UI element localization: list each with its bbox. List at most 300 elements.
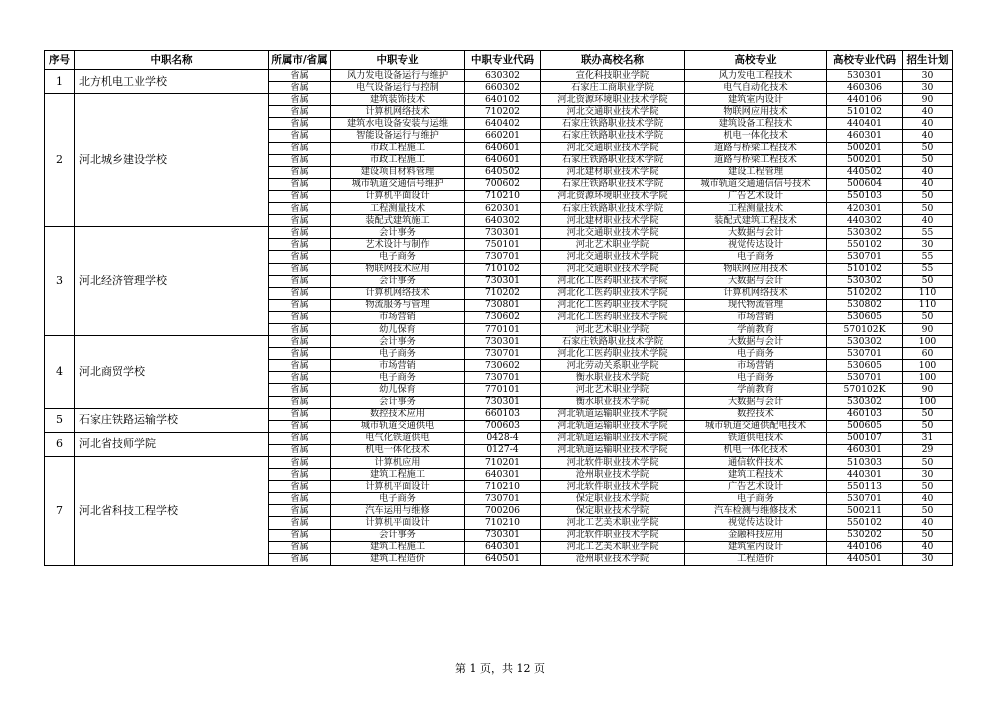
school-name: 石家庄铁路运输学校 bbox=[75, 408, 269, 432]
table-row bbox=[45, 227, 953, 239]
college-major: 电气自动化技术 bbox=[685, 82, 827, 94]
enrollment-plan: 55 bbox=[903, 227, 953, 239]
enrollment-plan: 40 bbox=[903, 517, 953, 529]
column-header: 中职名称 bbox=[75, 51, 269, 70]
affiliation: 省属 bbox=[269, 118, 331, 130]
table-row bbox=[45, 408, 953, 420]
college-major-code: 440502 bbox=[827, 166, 903, 178]
college-name: 河北化工医药职业技术学院 bbox=[541, 299, 685, 311]
college-major: 建筑设备工程技术 bbox=[685, 118, 827, 130]
college-name: 河北资源环境职业技术学院 bbox=[541, 94, 685, 106]
enrollment-plan: 30 bbox=[903, 82, 953, 94]
enrollment-plan: 40 bbox=[903, 178, 953, 190]
college-name: 沧州职业技术学院 bbox=[541, 553, 685, 565]
affiliation: 省属 bbox=[269, 420, 331, 432]
college-name: 石家庄铁路职业技术学院 bbox=[541, 130, 685, 142]
affiliation: 省属 bbox=[269, 70, 331, 82]
college-name: 河北交通职业技术学院 bbox=[541, 251, 685, 263]
college-name: 河北劳动关系职业学院 bbox=[541, 360, 685, 372]
college-major: 数控技术 bbox=[685, 408, 827, 420]
college-major: 道路与桥梁工程技术 bbox=[685, 142, 827, 154]
affiliation: 省属 bbox=[269, 408, 331, 420]
enrollment-plan: 100 bbox=[903, 360, 953, 372]
college-major-code: 500201 bbox=[827, 154, 903, 166]
enrollment-plan: 30 bbox=[903, 553, 953, 565]
college-major: 电子商务 bbox=[685, 372, 827, 384]
college-major: 广告艺术设计 bbox=[685, 190, 827, 202]
college-name: 河北艺术职业学院 bbox=[541, 239, 685, 251]
college-name: 石家庄铁路职业技术学院 bbox=[541, 336, 685, 348]
vocational-major: 汽车运用与维修 bbox=[331, 505, 465, 517]
enrollment-plan: 50 bbox=[903, 203, 953, 215]
college-name: 河北轨道运输职业技术学院 bbox=[541, 408, 685, 420]
vocational-major-code: 730301 bbox=[465, 529, 541, 541]
vocational-major: 电子商务 bbox=[331, 372, 465, 384]
table-row bbox=[45, 70, 953, 82]
enrollment-plan: 40 bbox=[903, 493, 953, 505]
college-major-code: 550102 bbox=[827, 517, 903, 529]
enrollment-plan: 40 bbox=[903, 118, 953, 130]
college-major: 计算机网络技术 bbox=[685, 287, 827, 299]
college-major: 金融科技应用 bbox=[685, 529, 827, 541]
affiliation: 省属 bbox=[269, 130, 331, 142]
college-major-code: 420301 bbox=[827, 203, 903, 215]
enrollment-plan: 110 bbox=[903, 287, 953, 299]
affiliation: 省属 bbox=[269, 541, 331, 553]
school-name: 河北经济管理学校 bbox=[75, 227, 269, 336]
college-major: 工程测量技术 bbox=[685, 203, 827, 215]
affiliation: 省属 bbox=[269, 227, 331, 239]
college-major-code: 500604 bbox=[827, 178, 903, 190]
affiliation: 省属 bbox=[269, 239, 331, 251]
vocational-major-code: 640301 bbox=[465, 469, 541, 481]
vocational-major-code: 640302 bbox=[465, 215, 541, 227]
enrollment-plan: 30 bbox=[903, 239, 953, 251]
school-name: 北方机电工业学校 bbox=[75, 70, 269, 94]
vocational-major-code: 640601 bbox=[465, 154, 541, 166]
vocational-major: 幼儿保育 bbox=[331, 323, 465, 335]
college-major: 学前教育 bbox=[685, 384, 827, 396]
vocational-major: 工程测量技术 bbox=[331, 203, 465, 215]
vocational-major: 艺术设计与制作 bbox=[331, 239, 465, 251]
vocational-major-code: 710202 bbox=[465, 287, 541, 299]
college-major-code: 530701 bbox=[827, 372, 903, 384]
vocational-major: 物联网技术应用 bbox=[331, 263, 465, 275]
enrollment-plan: 29 bbox=[903, 444, 953, 456]
enrollment-plan: 50 bbox=[903, 154, 953, 166]
affiliation: 省属 bbox=[269, 372, 331, 384]
vocational-major: 城市轨道交通供电 bbox=[331, 420, 465, 432]
college-major-code: 530605 bbox=[827, 311, 903, 323]
college-major-code: 500605 bbox=[827, 420, 903, 432]
enrollment-plan: 50 bbox=[903, 529, 953, 541]
vocational-major: 建筑工程造价 bbox=[331, 553, 465, 565]
college-major-code: 530701 bbox=[827, 493, 903, 505]
college-major: 市场营销 bbox=[685, 360, 827, 372]
table-row bbox=[45, 94, 953, 106]
enrollment-plan: 40 bbox=[903, 215, 953, 227]
college-major-code: 460103 bbox=[827, 408, 903, 420]
vocational-major-code: 660103 bbox=[465, 408, 541, 420]
sequence-number: 3 bbox=[45, 227, 75, 336]
enrollment-table bbox=[44, 50, 953, 566]
vocational-major: 电气化铁道供电 bbox=[331, 432, 465, 444]
vocational-major: 电子商务 bbox=[331, 251, 465, 263]
college-major-code: 500211 bbox=[827, 505, 903, 517]
vocational-major: 建设项目材料管理 bbox=[331, 166, 465, 178]
vocational-major-code: 710210 bbox=[465, 481, 541, 493]
vocational-major: 计算机网络技术 bbox=[331, 287, 465, 299]
college-major-code: 440501 bbox=[827, 553, 903, 565]
college-name: 石家庄铁路职业技术学院 bbox=[541, 154, 685, 166]
vocational-major-code: 730701 bbox=[465, 348, 541, 360]
vocational-major: 市政工程施工 bbox=[331, 142, 465, 154]
table-body bbox=[45, 70, 953, 566]
enrollment-plan: 50 bbox=[903, 457, 953, 469]
affiliation: 省属 bbox=[269, 215, 331, 227]
vocational-major: 物流服务与管理 bbox=[331, 299, 465, 311]
vocational-major: 机电一体化技术 bbox=[331, 444, 465, 456]
affiliation: 省属 bbox=[269, 311, 331, 323]
college-name: 河北建材职业技术学院 bbox=[541, 215, 685, 227]
college-major: 物联网应用技术 bbox=[685, 106, 827, 118]
college-name: 河北交通职业技术学院 bbox=[541, 263, 685, 275]
enrollment-plan: 40 bbox=[903, 166, 953, 178]
enrollment-plan: 50 bbox=[903, 408, 953, 420]
affiliation: 省属 bbox=[269, 275, 331, 287]
college-major: 电子商务 bbox=[685, 251, 827, 263]
vocational-major-code: 730701 bbox=[465, 251, 541, 263]
college-major-code: 530302 bbox=[827, 227, 903, 239]
enrollment-plan: 100 bbox=[903, 336, 953, 348]
affiliation: 省属 bbox=[269, 178, 331, 190]
table-row bbox=[45, 457, 953, 469]
vocational-major-code: 700603 bbox=[465, 420, 541, 432]
vocational-major-code: 700206 bbox=[465, 505, 541, 517]
college-name: 河北建材职业技术学院 bbox=[541, 166, 685, 178]
college-major-code: 440106 bbox=[827, 94, 903, 106]
vocational-major-code: 710102 bbox=[465, 263, 541, 275]
sequence-number: 6 bbox=[45, 432, 75, 456]
college-name: 河北化工医药职业技术学院 bbox=[541, 287, 685, 299]
affiliation: 省属 bbox=[269, 154, 331, 166]
affiliation: 省属 bbox=[269, 457, 331, 469]
vocational-major: 建筑水电设备安装与运维 bbox=[331, 118, 465, 130]
school-name: 河北城乡建设学校 bbox=[75, 94, 269, 227]
college-name: 石家庄工商职业学院 bbox=[541, 82, 685, 94]
enrollment-plan: 50 bbox=[903, 311, 953, 323]
affiliation: 省属 bbox=[269, 384, 331, 396]
vocational-major-code: 710201 bbox=[465, 457, 541, 469]
college-major: 城市轨道交通通信信号技术 bbox=[685, 178, 827, 190]
vocational-major: 城市轨道交通信号维护 bbox=[331, 178, 465, 190]
college-name: 衡水职业技术学院 bbox=[541, 396, 685, 408]
affiliation: 省属 bbox=[269, 360, 331, 372]
vocational-major-code: 730701 bbox=[465, 372, 541, 384]
vocational-major: 幼儿保育 bbox=[331, 384, 465, 396]
vocational-major-code: 0127-4 bbox=[465, 444, 541, 456]
college-major: 现代物流管理 bbox=[685, 299, 827, 311]
college-name: 河北工艺美术职业学院 bbox=[541, 517, 685, 529]
enrollment-plan: 100 bbox=[903, 396, 953, 408]
college-major: 大数据与会计 bbox=[685, 275, 827, 287]
college-name: 河北轨道运输职业技术学院 bbox=[541, 432, 685, 444]
college-name: 河北软件职业技术学院 bbox=[541, 457, 685, 469]
college-name: 河北艺术职业学院 bbox=[541, 384, 685, 396]
vocational-major: 市场营销 bbox=[331, 311, 465, 323]
enrollment-plan: 40 bbox=[903, 106, 953, 118]
vocational-major-code: 730301 bbox=[465, 396, 541, 408]
sequence-number: 5 bbox=[45, 408, 75, 432]
vocational-major-code: 770101 bbox=[465, 384, 541, 396]
college-major: 工程造价 bbox=[685, 553, 827, 565]
college-major: 物联网应用技术 bbox=[685, 263, 827, 275]
college-name: 保定职业技术学院 bbox=[541, 505, 685, 517]
college-major: 大数据与会计 bbox=[685, 227, 827, 239]
college-name: 河北软件职业技术学院 bbox=[541, 529, 685, 541]
college-major-code: 530302 bbox=[827, 275, 903, 287]
enrollment-plan: 50 bbox=[903, 481, 953, 493]
affiliation: 省属 bbox=[269, 553, 331, 565]
college-major: 汽车检测与维修技术 bbox=[685, 505, 827, 517]
vocational-major-code: 640502 bbox=[465, 166, 541, 178]
affiliation: 省属 bbox=[269, 263, 331, 275]
college-major-code: 530605 bbox=[827, 360, 903, 372]
college-major: 建筑室内设计 bbox=[685, 94, 827, 106]
vocational-major: 电气设备运行与控制 bbox=[331, 82, 465, 94]
college-major: 铁道供电技术 bbox=[685, 432, 827, 444]
vocational-major-code: 730602 bbox=[465, 360, 541, 372]
enrollment-plan: 90 bbox=[903, 94, 953, 106]
vocational-major-code: 640301 bbox=[465, 541, 541, 553]
college-name: 河北资源环境职业技术学院 bbox=[541, 190, 685, 202]
college-major: 建筑室内设计 bbox=[685, 541, 827, 553]
college-major-code: 550103 bbox=[827, 190, 903, 202]
college-major-code: 510202 bbox=[827, 287, 903, 299]
college-name: 河北轨道运输职业技术学院 bbox=[541, 444, 685, 456]
college-major: 装配式建筑工程技术 bbox=[685, 215, 827, 227]
college-major-code: 510102 bbox=[827, 263, 903, 275]
college-major-code: 570102K bbox=[827, 384, 903, 396]
sequence-number: 2 bbox=[45, 94, 75, 227]
enrollment-plan: 31 bbox=[903, 432, 953, 444]
column-header: 高校专业代码 bbox=[827, 51, 903, 70]
vocational-major-code: 660302 bbox=[465, 82, 541, 94]
affiliation: 省属 bbox=[269, 432, 331, 444]
enrollment-plan: 50 bbox=[903, 505, 953, 517]
college-major: 建设工程管理 bbox=[685, 166, 827, 178]
school-name: 河北省技师学院 bbox=[75, 432, 269, 456]
school-name: 河北省科技工程学校 bbox=[75, 457, 269, 566]
college-name: 河北软件职业技术学院 bbox=[541, 481, 685, 493]
enrollment-plan: 30 bbox=[903, 70, 953, 82]
college-major-code: 530701 bbox=[827, 348, 903, 360]
college-major: 城市轨道交通供配电技术 bbox=[685, 420, 827, 432]
vocational-major-code: 640402 bbox=[465, 118, 541, 130]
college-major-code: 530302 bbox=[827, 336, 903, 348]
college-major-code: 440401 bbox=[827, 118, 903, 130]
affiliation: 省属 bbox=[269, 493, 331, 505]
college-major-code: 460301 bbox=[827, 130, 903, 142]
college-name: 保定职业技术学院 bbox=[541, 493, 685, 505]
page-number: 第 1 页，共 12 页 bbox=[455, 662, 545, 675]
vocational-major: 建筑工程施工 bbox=[331, 541, 465, 553]
college-name: 石家庄铁路职业技术学院 bbox=[541, 178, 685, 190]
affiliation: 省属 bbox=[269, 106, 331, 118]
college-major: 大数据与会计 bbox=[685, 396, 827, 408]
college-name: 河北工艺美术职业学院 bbox=[541, 541, 685, 553]
college-major: 视觉传达设计 bbox=[685, 517, 827, 529]
enrollment-plan: 50 bbox=[903, 420, 953, 432]
college-major: 学前教育 bbox=[685, 323, 827, 335]
affiliation: 省属 bbox=[269, 336, 331, 348]
college-major-code: 460301 bbox=[827, 444, 903, 456]
college-name: 河北交通职业技术学院 bbox=[541, 227, 685, 239]
table-header-row bbox=[45, 51, 953, 70]
vocational-major: 会计事务 bbox=[331, 227, 465, 239]
vocational-major-code: 710210 bbox=[465, 190, 541, 202]
vocational-major: 智能设备运行与维护 bbox=[331, 130, 465, 142]
affiliation: 省属 bbox=[269, 396, 331, 408]
enrollment-plan: 60 bbox=[903, 348, 953, 360]
affiliation: 省属 bbox=[269, 82, 331, 94]
college-name: 河北艺术职业学院 bbox=[541, 323, 685, 335]
column-header: 序号 bbox=[45, 51, 75, 70]
college-major-code: 550102 bbox=[827, 239, 903, 251]
college-major-code: 500201 bbox=[827, 142, 903, 154]
vocational-major: 计算机平面设计 bbox=[331, 517, 465, 529]
vocational-major-code: 730701 bbox=[465, 493, 541, 505]
affiliation: 省属 bbox=[269, 142, 331, 154]
college-major-code: 510102 bbox=[827, 106, 903, 118]
college-name: 河北化工医药职业技术学院 bbox=[541, 311, 685, 323]
vocational-major-code: 730801 bbox=[465, 299, 541, 311]
enrollment-plan: 40 bbox=[903, 541, 953, 553]
vocational-major: 风力发电设备运行与维护 bbox=[331, 70, 465, 82]
college-name: 石家庄铁路职业技术学院 bbox=[541, 203, 685, 215]
vocational-major-code: 730301 bbox=[465, 227, 541, 239]
affiliation: 省属 bbox=[269, 166, 331, 178]
sequence-number: 7 bbox=[45, 457, 75, 566]
column-header: 高校专业 bbox=[685, 51, 827, 70]
college-major-code: 460306 bbox=[827, 82, 903, 94]
college-major-code: 440302 bbox=[827, 215, 903, 227]
vocational-major: 建筑工程施工 bbox=[331, 469, 465, 481]
enrollment-plan: 55 bbox=[903, 263, 953, 275]
table-row bbox=[45, 432, 953, 444]
college-name: 河北化工医药职业技术学院 bbox=[541, 275, 685, 287]
enrollment-plan: 50 bbox=[903, 142, 953, 154]
college-major: 电子商务 bbox=[685, 348, 827, 360]
affiliation: 省属 bbox=[269, 323, 331, 335]
vocational-major-code: 710210 bbox=[465, 517, 541, 529]
vocational-major-code: 0428-4 bbox=[465, 432, 541, 444]
vocational-major: 电子商务 bbox=[331, 348, 465, 360]
vocational-major-code: 750101 bbox=[465, 239, 541, 251]
college-major: 视觉传达设计 bbox=[685, 239, 827, 251]
vocational-major-code: 730602 bbox=[465, 311, 541, 323]
college-name: 河北交通职业技术学院 bbox=[541, 106, 685, 118]
affiliation: 省属 bbox=[269, 94, 331, 106]
college-major-code: 530301 bbox=[827, 70, 903, 82]
vocational-major: 会计事务 bbox=[331, 336, 465, 348]
vocational-major: 数控技术应用 bbox=[331, 408, 465, 420]
college-major: 电子商务 bbox=[685, 493, 827, 505]
college-major-code: 530802 bbox=[827, 299, 903, 311]
vocational-major: 计算机平面设计 bbox=[331, 481, 465, 493]
vocational-major-code: 640102 bbox=[465, 94, 541, 106]
vocational-major: 市政工程施工 bbox=[331, 154, 465, 166]
affiliation: 省属 bbox=[269, 203, 331, 215]
college-major-code: 530302 bbox=[827, 396, 903, 408]
affiliation: 省属 bbox=[269, 251, 331, 263]
college-name: 河北轨道运输职业技术学院 bbox=[541, 420, 685, 432]
enrollment-plan: 100 bbox=[903, 372, 953, 384]
vocational-major-code: 730301 bbox=[465, 336, 541, 348]
vocational-major-code: 640601 bbox=[465, 142, 541, 154]
college-name: 河北化工医药职业技术学院 bbox=[541, 348, 685, 360]
college-name: 河北交通职业技术学院 bbox=[541, 142, 685, 154]
affiliation: 省属 bbox=[269, 444, 331, 456]
vocational-major-code: 710202 bbox=[465, 106, 541, 118]
table-row bbox=[45, 336, 953, 348]
vocational-major: 建筑装饰技术 bbox=[331, 94, 465, 106]
vocational-major: 计算机平面设计 bbox=[331, 190, 465, 202]
affiliation: 省属 bbox=[269, 505, 331, 517]
vocational-major-code: 660201 bbox=[465, 130, 541, 142]
college-major: 机电一体化技术 bbox=[685, 130, 827, 142]
college-major-code: 500107 bbox=[827, 432, 903, 444]
college-major: 大数据与会计 bbox=[685, 336, 827, 348]
vocational-major-code: 630302 bbox=[465, 70, 541, 82]
college-major-code: 570102K bbox=[827, 323, 903, 335]
college-major: 道路与桥梁工程技术 bbox=[685, 154, 827, 166]
college-major-code: 440301 bbox=[827, 469, 903, 481]
college-major-code: 440106 bbox=[827, 541, 903, 553]
college-name: 石家庄铁路职业技术学院 bbox=[541, 118, 685, 130]
enrollment-plan: 30 bbox=[903, 469, 953, 481]
vocational-major: 会计事务 bbox=[331, 275, 465, 287]
sequence-number: 4 bbox=[45, 336, 75, 409]
sequence-number: 1 bbox=[45, 70, 75, 94]
enrollment-plan: 55 bbox=[903, 251, 953, 263]
affiliation: 省属 bbox=[269, 190, 331, 202]
enrollment-plan: 40 bbox=[903, 130, 953, 142]
affiliation: 省属 bbox=[269, 287, 331, 299]
vocational-major: 装配式建筑施工 bbox=[331, 215, 465, 227]
vocational-major: 计算机应用 bbox=[331, 457, 465, 469]
vocational-major: 计算机网络技术 bbox=[331, 106, 465, 118]
vocational-major-code: 640501 bbox=[465, 553, 541, 565]
vocational-major: 会计事务 bbox=[331, 396, 465, 408]
enrollment-plan: 90 bbox=[903, 323, 953, 335]
college-major-code: 510303 bbox=[827, 457, 903, 469]
affiliation: 省属 bbox=[269, 469, 331, 481]
college-name: 宣化科技职业学院 bbox=[541, 70, 685, 82]
column-header: 招生计划 bbox=[903, 51, 953, 70]
enrollment-plan: 50 bbox=[903, 190, 953, 202]
affiliation: 省属 bbox=[269, 481, 331, 493]
vocational-major: 会计事务 bbox=[331, 529, 465, 541]
college-major-code: 530701 bbox=[827, 251, 903, 263]
college-name: 沧州职业技术学院 bbox=[541, 469, 685, 481]
affiliation: 省属 bbox=[269, 299, 331, 311]
college-major: 机电一体化技术 bbox=[685, 444, 827, 456]
college-major: 风力发电工程技术 bbox=[685, 70, 827, 82]
enrollment-plan: 110 bbox=[903, 299, 953, 311]
college-major: 通信软件技术 bbox=[685, 457, 827, 469]
column-header: 中职专业 bbox=[331, 51, 465, 70]
